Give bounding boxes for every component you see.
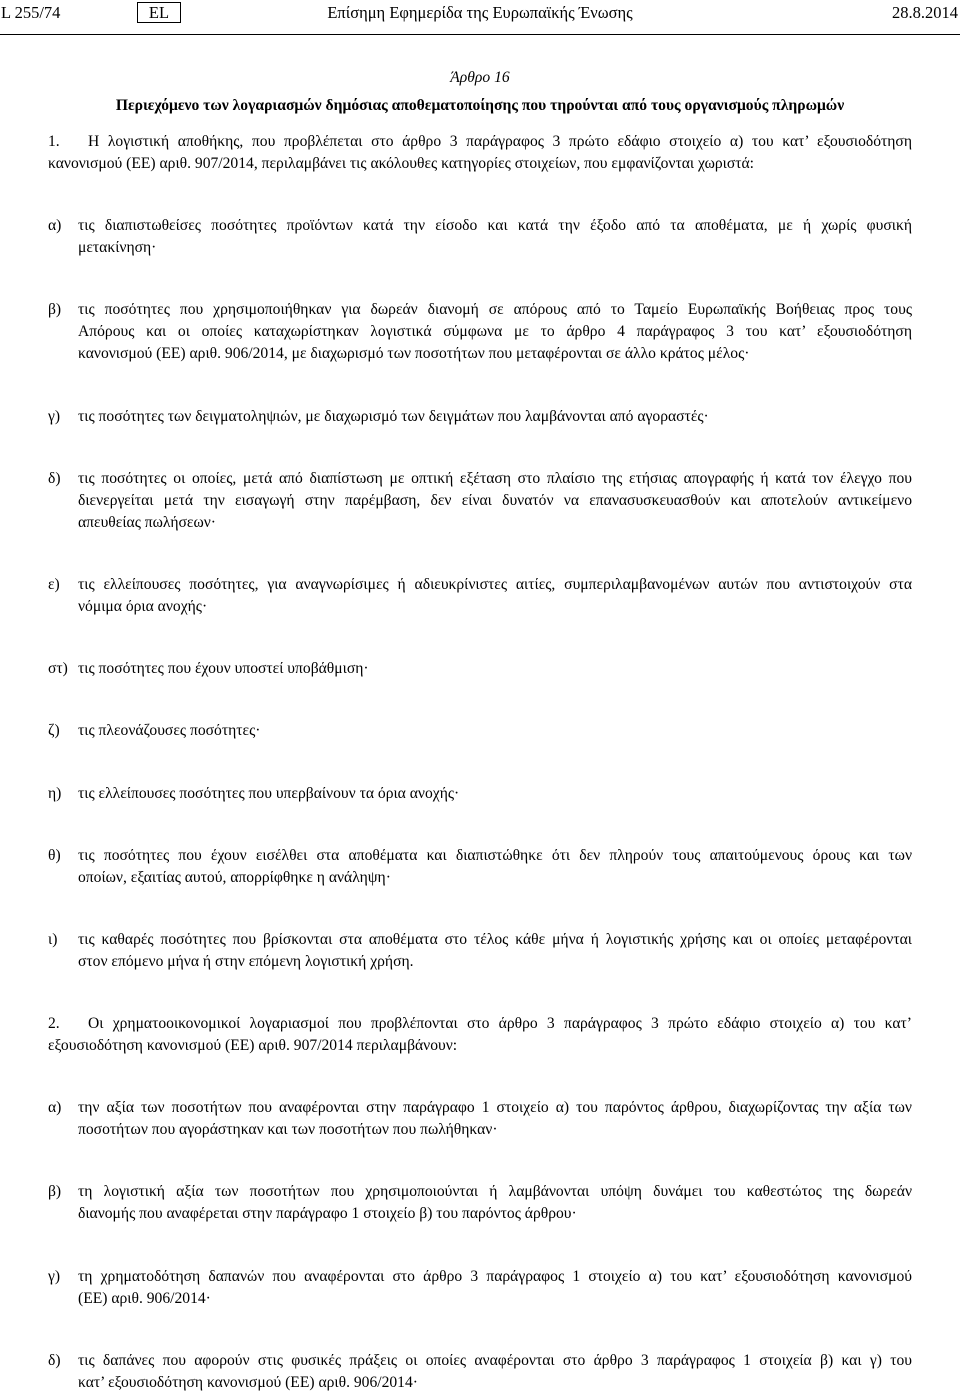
text-line: τις ποσότητες που έχουν εισέλθει στα αποθέματα και διαπιστώθηκε ότι δεν πληρούν τους απαιτούμενους όρους και των [78, 846, 912, 864]
text-line: στον επόμενο μήνα ή στην επόμενη λογιστική χρήση. [78, 952, 414, 970]
text-line: τη χρηματοδότηση δαπανών που αναφέρονται στο άρθρο 3 παράγραφος 1 στοιχείο α) του κατ’ εξουσιοδότηση κανονισμού [78, 1267, 912, 1285]
paragraph-first-line [48, 131, 912, 153]
article-number: Άρθρο 16 [450, 69, 510, 86]
text-line: τις ελλείπουσες ποσότητες, για αναγνωρίσιμες ή αδιευκρίνιστες αιτίες, συμπεριλαμβανομένων αυτών που αντιστοιχούν στα [78, 575, 912, 593]
text-line: διανομής που αναφέρεται στην παράγραφο 1 στοιχείο β) του παρόντος άρθρου· [78, 1205, 577, 1223]
text-line: τις ποσότητες που έχουν υποστεί υποβάθμιση· [78, 660, 369, 678]
list-item [48, 406, 912, 428]
item-label: δ) [48, 469, 61, 487]
article-title: Περιεχόμενο των λογαριασμών δημόσιας αποθεματοποίησης που τηρούνται από τους οργανισμούς πληρωμών [115, 97, 845, 114]
list-item [48, 1350, 912, 1394]
list-item [48, 1266, 912, 1310]
list-item [48, 1097, 912, 1141]
list-item [48, 929, 912, 973]
text-line: (ΕΕ) αριθ. 906/2014· [78, 1289, 211, 1307]
item-label: γ) [48, 407, 61, 425]
item-label: ζ) [48, 722, 60, 740]
item-label: στ) [48, 660, 68, 678]
paragraph-1 [48, 131, 912, 973]
text-line: μετακίνηση· [78, 239, 157, 257]
list-item [48, 783, 912, 805]
list-item [48, 720, 912, 742]
item-label: η) [48, 784, 62, 802]
text-line: κανονισμού (ΕΕ) αριθ. 906/2014, με διαχωρισμό των ποσοτήτων που μεταφέρονται σε άλλο κράτος μέλος· [78, 345, 750, 363]
text-line: τις ποσότητες οι οποίες, μετά από διαπίστωση με οπτική εξέταση στο πλαίσιο της ετήσιας απογραφής ή κατά τον έλεγχο που [78, 469, 912, 487]
page-reference: L 255/74 [1, 3, 61, 22]
item-label: δ) [48, 1351, 61, 1369]
text-line: διενεργείται μετά την εισαγωγή στην παρέμβαση, δεν είναι δυνατόν να επανασυσκευασθούν και αποτελούν αντικείμενο [78, 491, 912, 509]
item-label: γ) [48, 1267, 61, 1285]
text-line: ποσοτήτων που αγοράστηκαν και των ποσοτήτων που πωλήθηκαν· [78, 1121, 498, 1139]
text-line: τη λογιστική αξία των ποσοτήτων που χρησιμοποιούνται ή λαμβάνονται υπόψη δυνάμει του καθεστώτος της δωρεάν [78, 1183, 912, 1201]
list-item [48, 658, 912, 680]
text-line: νόμιμα όρια ανοχής· [78, 597, 208, 615]
text-line: απευθείας πωλήσεων· [78, 513, 216, 531]
paragraph-number: 2. [48, 1015, 60, 1033]
article [48, 67, 912, 1394]
header-divider [0, 34, 960, 35]
item-label: ι) [48, 930, 58, 948]
list-item [48, 215, 912, 259]
text-line: τις πλεονάζουσες ποσότητες· [78, 722, 261, 740]
text-line: κανονισμού (ΕΕ) αριθ. 907/2014, περιλαμβάνει τις ακόλουθες κατηγορίες στοιχείων, που εμφανίζονται χωριστά: [48, 155, 754, 172]
text-line: τις διαπιστωθείσες ποσότητες προϊόντων κατά την είσοδο και κατά την έξοδο από τα αποθέματα, με ή χωρίς φυσική [78, 217, 912, 235]
text-line: τις ελλείπουσες ποσότητες που υπερβαίνουν τα όρια ανοχής· [78, 784, 460, 802]
text-line: Οι χρηματοοικονομικοί λογαριασμοί που προβλέπονται στο άρθρο 3 παράγραφος 3 πρώτο εδάφιο στοιχείο α) του κατ’ [88, 1015, 912, 1033]
text-line: Απόρους και οι οποίες καταχωρίστηκαν λογιστικά σύμφωνα με το άρθρο 4 παράγραφος 3 του κατ’ εξουσιοδότηση [78, 323, 912, 341]
text-line: κατ’ εξουσιοδότηση κανονισμού (ΕΕ) αριθ. 906/2014· [78, 1373, 418, 1391]
text-line: εξουσιοδότηση κανονισμού (ΕΕ) αριθ. 907/2014 περιλαμβάνουν: [48, 1037, 458, 1055]
list-item [48, 299, 912, 365]
text-line: τις καθαρές ποσότητες που βρίσκονται στα αποθέματα στο τέλος κάθε μήνα ή λογιστικής χρήσης και οι οποίες μεταφέρονται [78, 930, 912, 948]
journal-title: Επίσημη Εφημερίδα της Ευρωπαϊκής Ένωσης [327, 3, 633, 22]
text-line: την αξία των ποσοτήτων που αναφέρονται στην παράγραφο 1 στοιχείο α) του παρόντος άρθρου, διαχωρίζοντας την αξία των [78, 1099, 912, 1117]
list-item [48, 574, 912, 618]
list-item [48, 468, 912, 534]
item-label: ε) [48, 575, 60, 593]
paragraph-2 [48, 1013, 912, 1394]
item-label: α) [48, 217, 62, 235]
list-item [48, 1181, 912, 1225]
list-item [48, 845, 912, 889]
item-label: α) [48, 1099, 62, 1117]
paragraph-number: 1. [48, 133, 60, 150]
publication-date: 28.8.2014 [892, 3, 958, 22]
text-line: τις δαπάνες που αφορούν στις φυσικές πράξεις οι οποίες αναφέρονται στο άρθρο 3 παράγραφος 1 στοιχεία β) και γ) του [78, 1351, 912, 1369]
item-label: θ) [48, 846, 61, 864]
item-label: β) [48, 301, 62, 319]
language-badge: EL [137, 2, 181, 23]
text-line: Η λογιστική αποθήκης, που προβλέπεται στο άρθρο 3 παράγραφος 3 πρώτο εδάφιο στοιχείο α) του κατ’ εξουσιοδότηση [88, 133, 912, 150]
running-header [0, 0, 960, 28]
text-line: τις ποσότητες των δειγματοληψιών, με διαχωρισμό των δειγμάτων που λαμβάνονται από αγοραστές· [78, 407, 709, 425]
paragraph-first-line [48, 1013, 912, 1035]
item-label: β) [48, 1183, 62, 1201]
text-line: τις ποσότητες που χρησιμοποιήθηκαν για δωρεάν διανομή σε απόρους από το Ταμείο Ευρωπαϊκής Βοήθειας προς τους [78, 301, 912, 319]
text-line: οποίων, εξαιτίας αυτού, απορρίφθηκε η ανάληψη· [78, 868, 391, 886]
